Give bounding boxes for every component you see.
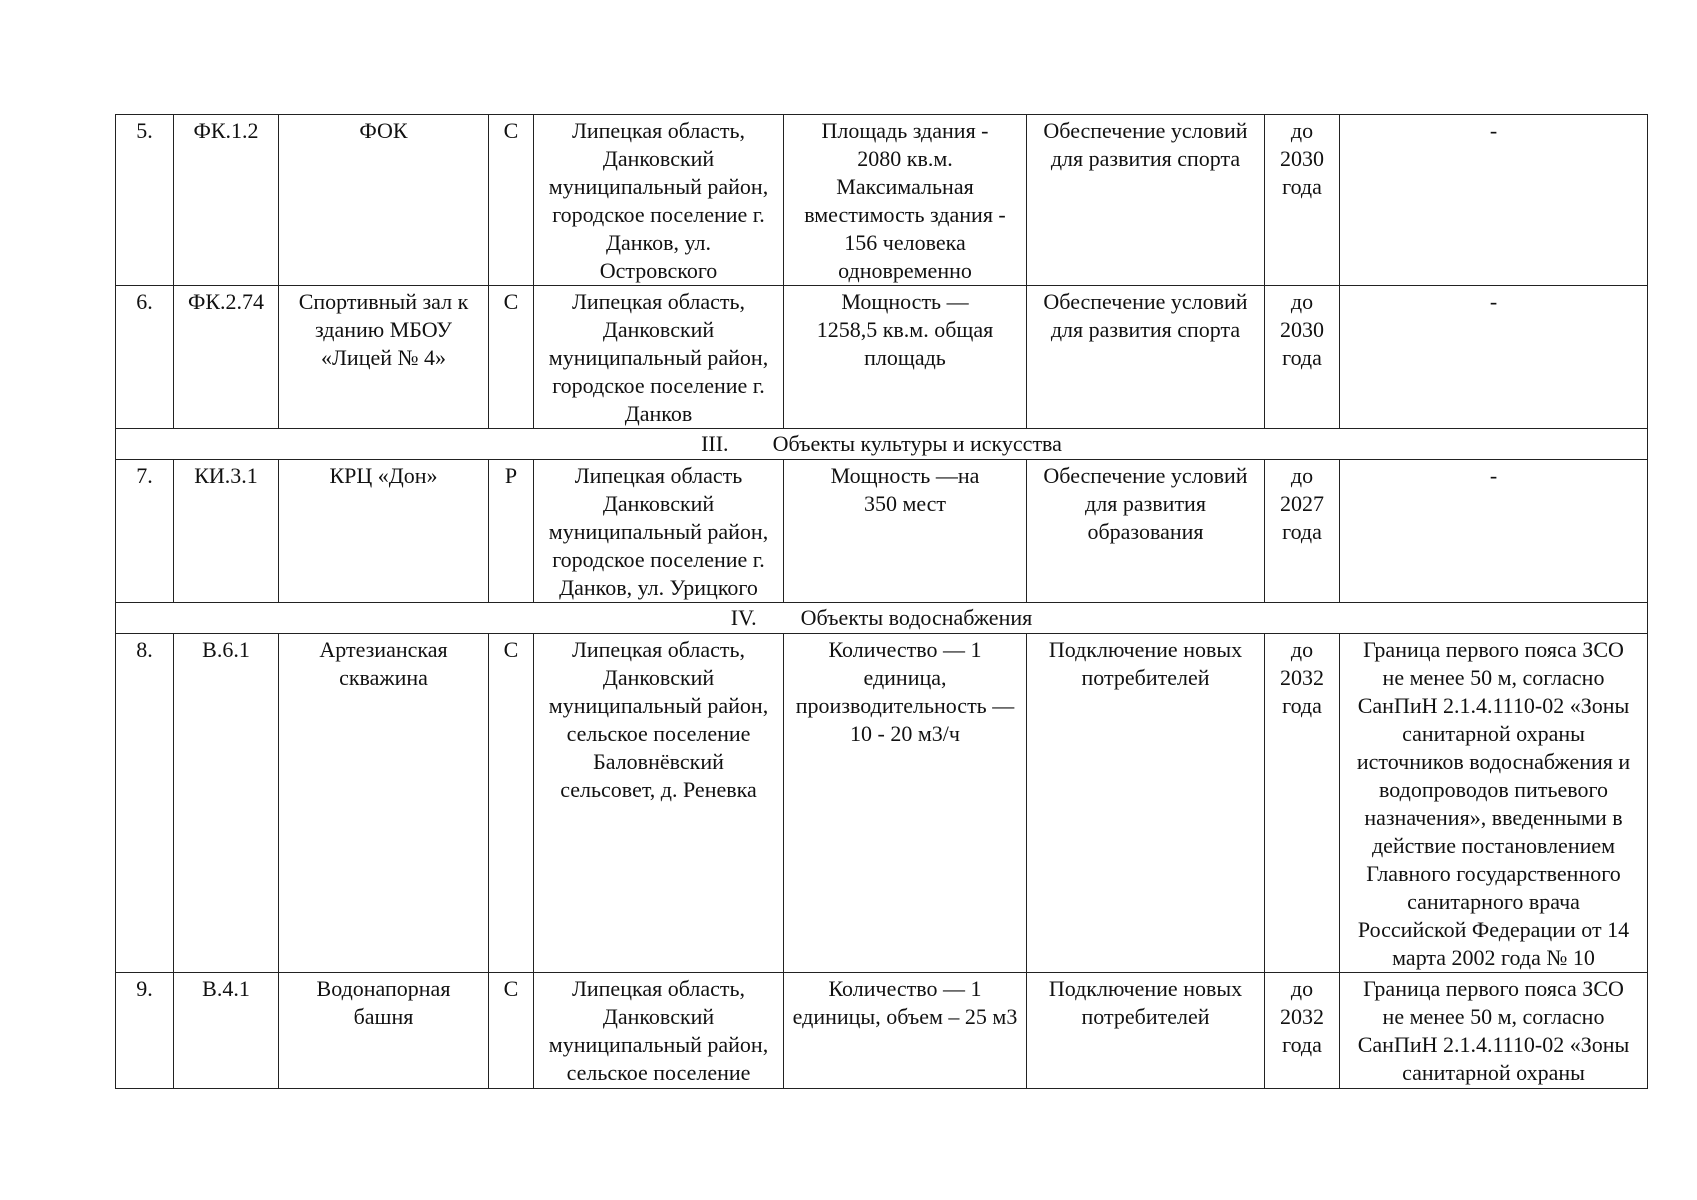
cell-line: муниципальный район, [548,174,769,199]
cell-line: Данковский [602,665,715,690]
cell-line: Липецкая область, [571,637,746,662]
cell-line: зданию МБОУ [314,317,452,342]
cell-line: ФОК [359,118,408,143]
section-title: Объекты культуры и искусства [772,431,1062,456]
cell-line: года [1282,1032,1322,1057]
cell-line: сельское поселение [566,721,751,746]
cell-line: - [1489,463,1498,488]
document-page [115,114,1647,1089]
cell-line: Данковский [602,317,715,342]
table-row [116,973,1648,1089]
cell-line: площадь [864,345,946,370]
cell-line: Водонапорная [316,976,451,1001]
section-number: III. [701,431,729,456]
table-row [116,460,1648,603]
cell-line: единицы, объем – 25 м3 [792,1004,1018,1029]
cell-purpose [1027,460,1265,603]
cell-line: городское поселение г. [552,202,765,227]
cell-line: «Лицей № 4» [321,345,446,370]
cell-line: санитарной охраны [1402,1060,1585,1085]
cell-line: источников водоснабжения и [1356,749,1631,774]
cell-line: 2030 [1280,146,1324,171]
cell-line: единица, [863,665,947,690]
cell-line: Липецкая область [574,463,743,488]
cell-line: скважина [339,665,428,690]
cell-purpose [1027,634,1265,973]
cell-line: до [1290,637,1314,662]
cell-line: Данков, ул. Урицкого [559,575,758,600]
cell-zone [1340,460,1648,603]
cell-line: муниципальный район, [548,519,769,544]
cell-line: СанПиН 2.1.4.1110-02 «Зоны [1357,1032,1630,1057]
table-row [116,286,1648,429]
cell-deadline [1265,115,1340,286]
cell-line: Липецкая область, [571,118,746,143]
cell-line: Баловнёвский [593,749,724,774]
cell-line: до [1290,976,1314,1001]
cell-line: Главного государственного [1366,861,1621,886]
cell-line: Спортивный зал к [298,289,469,314]
cell-line: для развития [1085,491,1206,516]
cell-params [784,634,1027,973]
cell-line: одновременно [838,258,972,283]
cell-status: С [489,286,534,429]
cell-location [534,286,784,429]
cell-zone [1340,286,1648,429]
section-number: IV. [730,605,757,630]
cell-line: для развития спорта [1050,146,1241,171]
cell-purpose [1027,973,1265,1089]
table-row [116,115,1648,286]
cell-line: санитарной охраны [1402,721,1585,746]
section-header [116,603,1648,634]
cell-line: 10 - 20 м3/ч [850,721,960,746]
cell-line: Артезианская [319,637,448,662]
cell-line: Подключение новых [1048,637,1243,662]
cell-line: потребителей [1081,1004,1210,1029]
cell-line: 350 мест [863,491,947,516]
cell-deadline [1265,634,1340,973]
cell-line: 2030 [1280,317,1324,342]
cell-line: - [1489,118,1498,143]
cell-line: образования [1087,519,1204,544]
cell-line: Количество — 1 [828,976,982,1001]
cell-line: производительность — [795,693,1015,718]
cell-line: года [1282,174,1322,199]
cell-line: городское поселение г. [552,547,765,572]
cell-name [279,115,489,286]
cell-line: 2080 кв.м. [857,146,953,171]
cell-line: 156 человека [844,230,966,255]
cell-zone [1340,973,1648,1089]
cell-name [279,460,489,603]
cell-params [784,286,1027,429]
cell-line: вместимость здания - [804,202,1006,227]
cell-line: муниципальный район, [548,693,769,718]
cell-status: Р [489,460,534,603]
section-title: Объекты водоснабжения [800,605,1033,630]
cell-status: С [489,973,534,1089]
cell-line: марта 2002 года № 10 [1392,945,1595,970]
cell-line: Липецкая область, [571,289,746,314]
cell-line: городское поселение г. [552,373,765,398]
cell-line: Мощность — [841,289,969,314]
table-row [116,634,1648,973]
cell-line: Российской Федерации от 14 [1357,917,1630,942]
objects-table [115,114,1648,1089]
cell-line: сельское поселение [566,1060,751,1085]
cell-line: Островского [599,258,718,283]
cell-line: действие постановлением [1371,833,1616,858]
cell-line: КРЦ «Дон» [329,463,438,488]
cell-zone [1340,115,1648,286]
cell-line: Данков [624,401,693,426]
cell-purpose [1027,115,1265,286]
cell-name [279,286,489,429]
cell-status: С [489,634,534,973]
cell-deadline [1265,973,1340,1089]
cell-deadline [1265,460,1340,603]
cell-line: муниципальный район, [548,345,769,370]
cell-location [534,634,784,973]
cell-line: года [1282,345,1322,370]
cell-params [784,115,1027,286]
cell-line: Мощность —на [830,463,980,488]
cell-code: ФК.1.2 [174,115,279,286]
cell-line: потребителей [1081,665,1210,690]
cell-line: Обеспечение условий [1043,463,1248,488]
cell-line: Граница первого пояса ЗСО [1363,976,1624,1001]
cell-line: Обеспечение условий [1043,289,1248,314]
cell-line: до [1290,118,1314,143]
cell-line: Максимальная [836,174,974,199]
cell-code: КИ.3.1 [174,460,279,603]
cell-line: Граница первого пояса ЗСО [1363,637,1624,662]
cell-line: Данковский [602,491,715,516]
cell-code: В.6.1 [174,634,279,973]
cell-line: до [1290,289,1314,314]
cell-line: Данков, ул. [605,230,711,255]
cell-num: 5. [116,115,174,286]
cell-line: для развития спорта [1050,317,1241,342]
cell-line: Обеспечение условий [1043,118,1248,143]
cell-location [534,460,784,603]
cell-line: СанПиН 2.1.4.1110-02 «Зоны [1357,693,1630,718]
cell-name [279,634,489,973]
cell-line: 2032 [1280,665,1324,690]
cell-line: - [1489,289,1498,314]
cell-line: муниципальный район, [548,1032,769,1057]
cell-line: Количество — 1 [828,637,982,662]
cell-line: 1258,5 кв.м. общая [816,317,994,342]
cell-name [279,973,489,1089]
cell-purpose [1027,286,1265,429]
cell-location [534,115,784,286]
cell-line: до [1290,463,1314,488]
cell-location [534,973,784,1089]
cell-line: 2027 [1280,491,1324,516]
cell-line: года [1282,693,1322,718]
cell-params [784,460,1027,603]
cell-line: 2032 [1280,1004,1324,1029]
section-header-row [116,429,1648,460]
section-header [116,429,1648,460]
cell-line: не менее 50 м, согласно [1382,1004,1605,1029]
cell-status: С [489,115,534,286]
cell-num: 6. [116,286,174,429]
cell-num: 7. [116,460,174,603]
cell-code: ФК.2.74 [174,286,279,429]
cell-line: года [1282,519,1322,544]
cell-line: Подключение новых [1048,976,1243,1001]
cell-line: Данковский [602,1004,715,1029]
cell-line: Площадь здания - [821,118,989,143]
cell-line: не менее 50 м, согласно [1382,665,1605,690]
cell-code: В.4.1 [174,973,279,1089]
cell-line: башня [353,1004,414,1029]
cell-num: 8. [116,634,174,973]
section-header-row [116,603,1648,634]
cell-line: водопроводов питьевого [1379,777,1608,802]
cell-deadline [1265,286,1340,429]
cell-num: 9. [116,973,174,1089]
cell-line: назначения», введенными в [1364,805,1623,830]
cell-line: сельсовет, д. Реневка [560,777,757,802]
cell-line: санитарного врача [1407,889,1580,914]
cell-zone [1340,634,1648,973]
cell-line: Липецкая область, [571,976,746,1001]
cell-params [784,973,1027,1089]
cell-line: Данковский [602,146,715,171]
